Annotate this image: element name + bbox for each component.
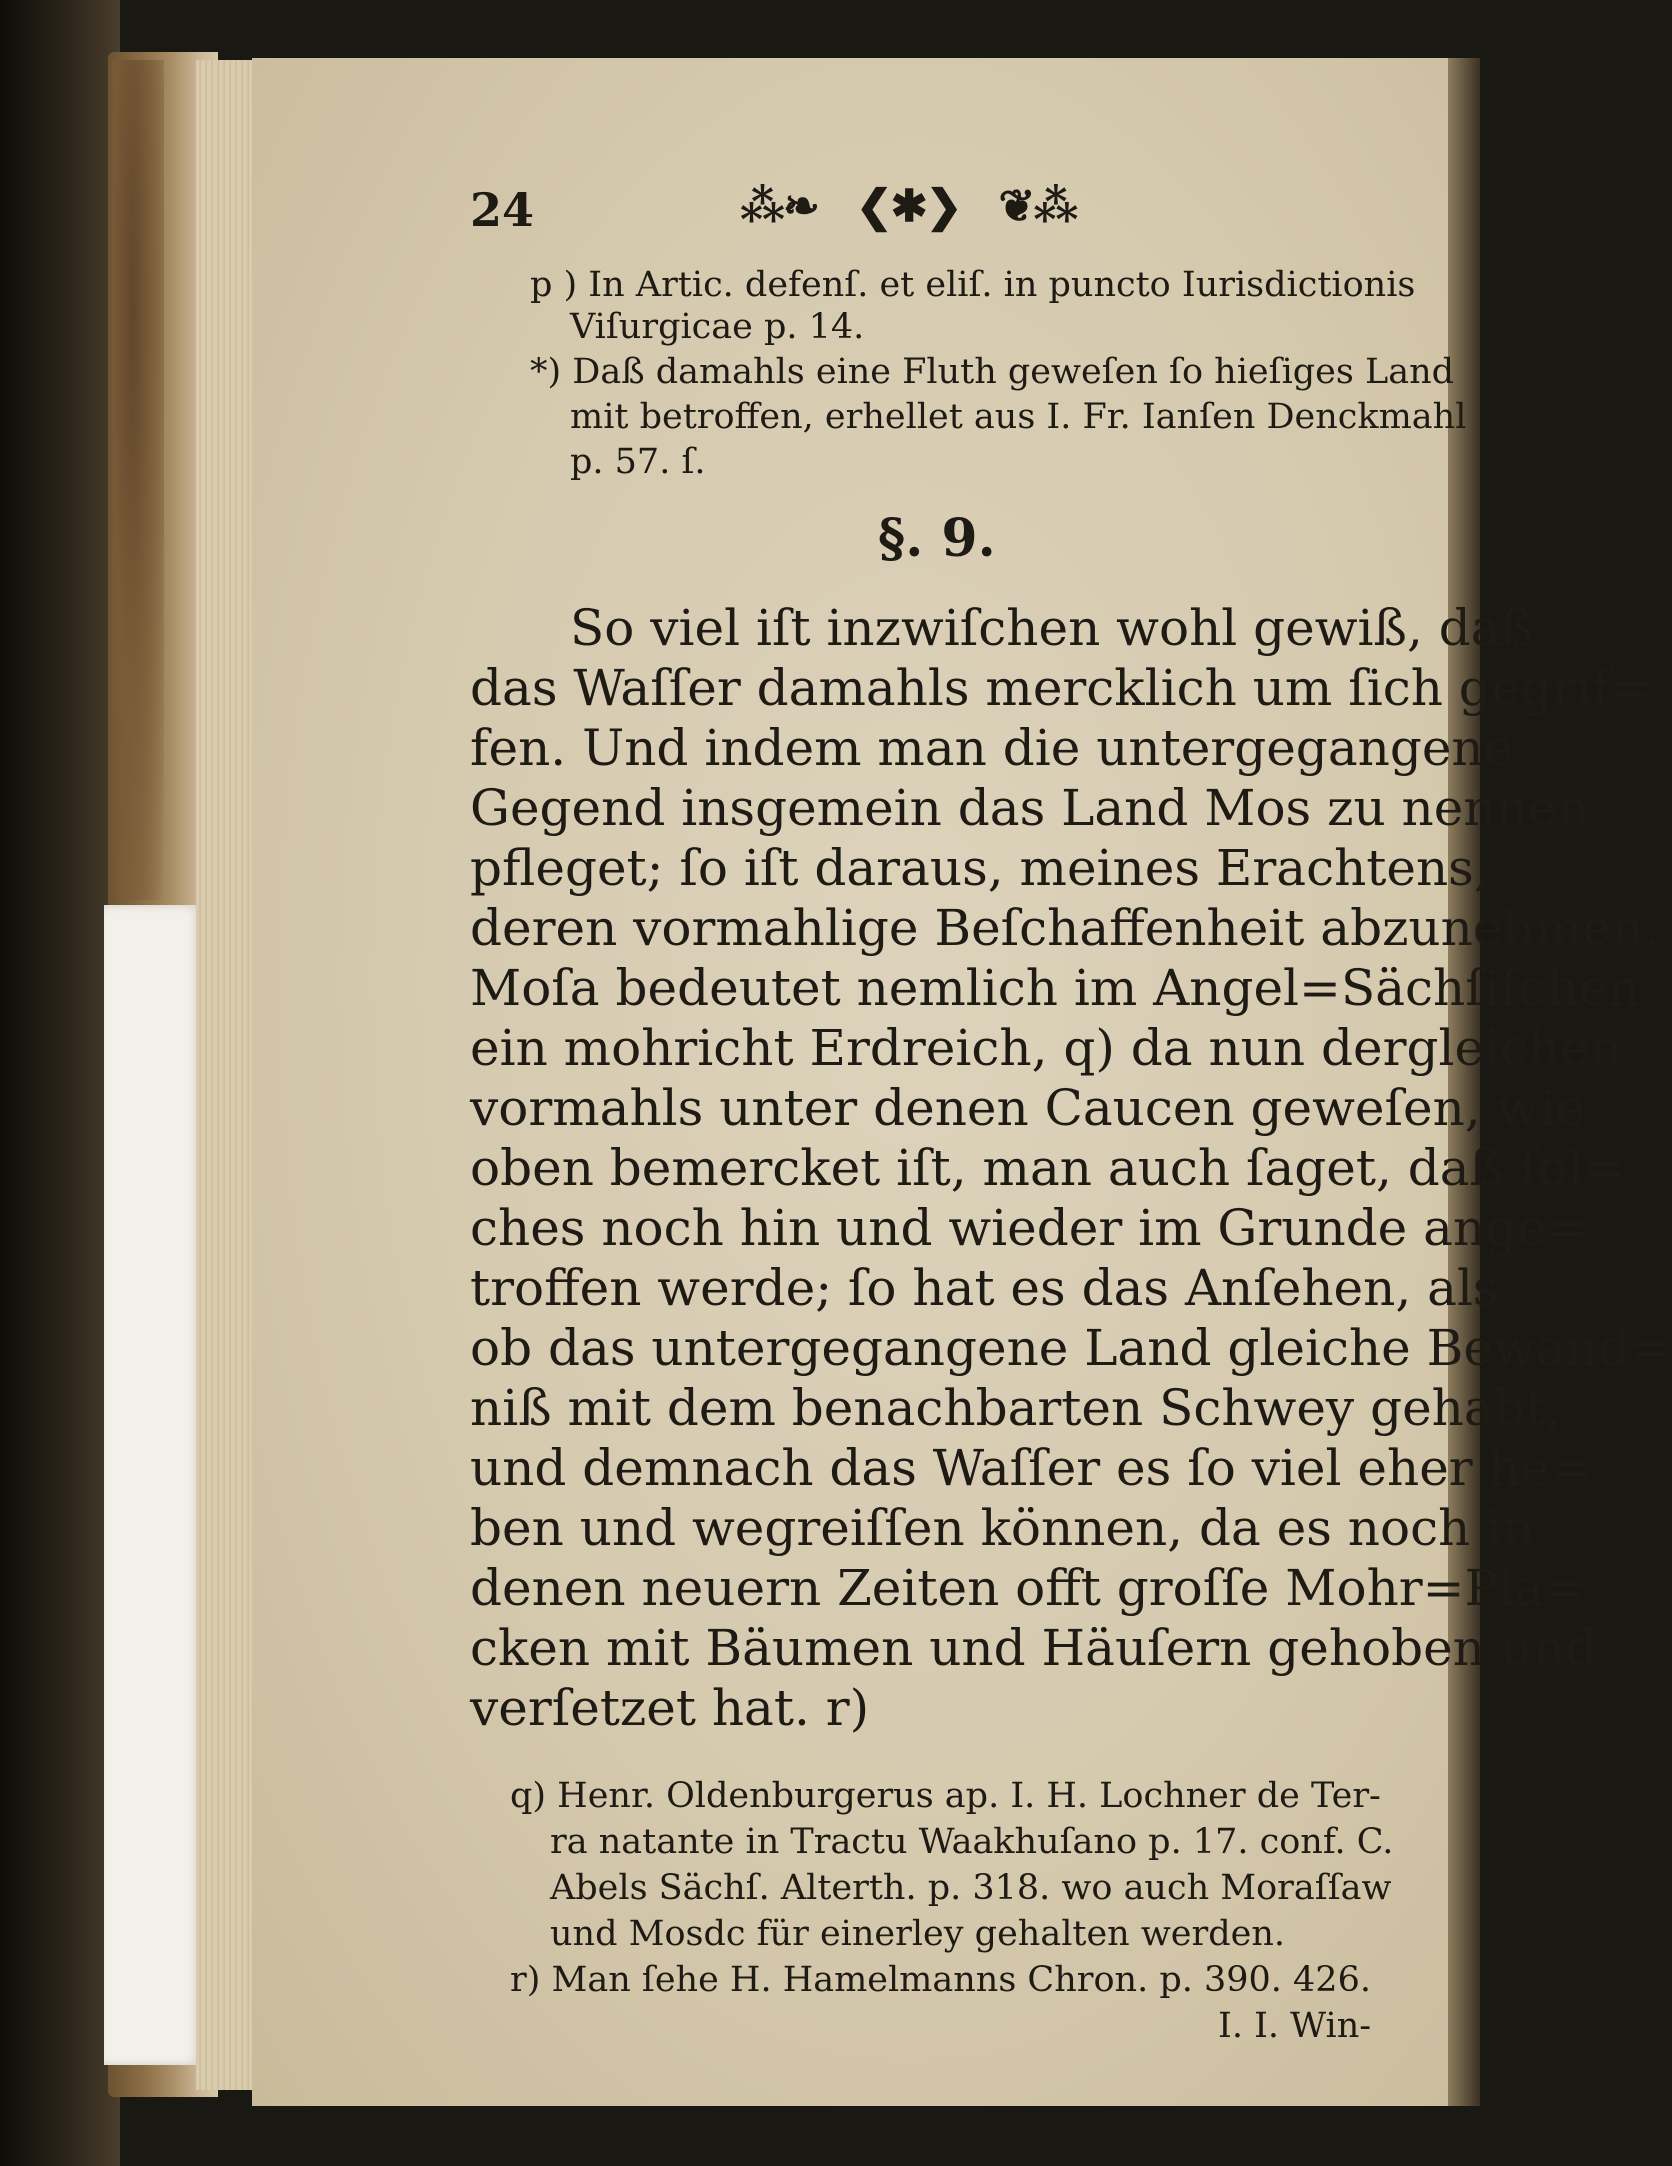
footnote-line: und Mosdc für einerley gehalten werden. (550, 1914, 1286, 1954)
footnote-line: Abels Sächſ. Alterth. p. 318. wo auch Moraſſaw (550, 1868, 1392, 1908)
body-line: deren vormahlige Beſchaffenheit abzunehmen. (470, 899, 1660, 957)
body-line: ob das untergegangene Land gleiche Bewand= (470, 1319, 1672, 1377)
white-paper-strip (104, 905, 202, 2065)
body-line: niß mit dem benachbarten Schwey gehabt, (470, 1379, 1562, 1437)
scan-background-left (0, 0, 120, 2166)
body-line: denen neuern Zeiten offt groſſe Mohr=Pla= (470, 1559, 1586, 1617)
body-line: oben bemercket iſt, man auch ſaget, daß ſol= (470, 1139, 1626, 1197)
body-line: cken mit Bäumen und Häuſern gehoben und (470, 1619, 1598, 1677)
ornament-right-icon: ❦⁂ (998, 180, 1077, 232)
body-line: Gegend insgemein das Land Mos zu nennen (470, 779, 1590, 837)
footnote-line: p ) In Artic. defenſ. et eliſ. in puncto Iurisdictionis (530, 265, 1416, 305)
body-line: das Waſſer damahls mercklich um ſich gegrif= (470, 659, 1653, 717)
footnote-line: Viſurgicae p. 14. (570, 307, 865, 347)
body-line: So viel iſt inzwiſchen wohl gewiß, daß (570, 599, 1534, 657)
body-line: ein mohricht Erdreich, q) da nun dergleichen (470, 1019, 1623, 1077)
footnote-line: r) Man ſehe H. Hamelmanns Chron. p. 390. 426. (510, 1960, 1371, 2000)
page-number: 24 (470, 183, 535, 237)
body-line: troffen werde; ſo hat es das Anſehen, als (470, 1259, 1499, 1317)
body-line: ches noch hin und wieder im Grunde ange= (470, 1199, 1589, 1257)
body-line: fen. Und indem man die untergegangene (470, 719, 1514, 777)
catchword: I. I. Win- (1218, 2006, 1372, 2046)
book-page (252, 58, 1672, 2106)
body-line: vormahls unter denen Caucen geweſen, wie (470, 1079, 1585, 1137)
body-line: und demnach das Waſſer es ſo viel eher he= (470, 1439, 1593, 1497)
footnote-line: q) Henr. Oldenburgerus ap. I. H. Lochner de Ter- (510, 1776, 1381, 1816)
page-edges (196, 60, 256, 2090)
binding-stain (112, 60, 164, 900)
section-heading: §. 9. (878, 508, 996, 569)
body-line: verſetzet hat. r) (470, 1679, 870, 1737)
footnote-line: p. 57. ſ. (570, 442, 706, 482)
footnote-line: ra natante in Tractu Waakhuſano p. 17. conf. C. (550, 1822, 1394, 1862)
body-line: pfleget; ſo iſt daraus, meines Erachtens, (470, 839, 1490, 897)
footnote-line: mit betroffen, erhellet aus I. Fr. Ianſen Denckmahl (570, 397, 1467, 437)
body-line: ben und wegreiſſen können, da es noch in (470, 1499, 1535, 1557)
header-ornament (740, 176, 1076, 236)
ornament-left-icon: ⁂❧ (740, 180, 818, 232)
footnote-line: *) Daß damahls eine Fluth geweſen ſo hieſiges Land (530, 352, 1455, 392)
ornament-center-icon: ❮✱❯ (855, 180, 961, 232)
body-line: Moſa bedeutet nemlich im Angel=Sächſiſchen (470, 959, 1641, 1017)
